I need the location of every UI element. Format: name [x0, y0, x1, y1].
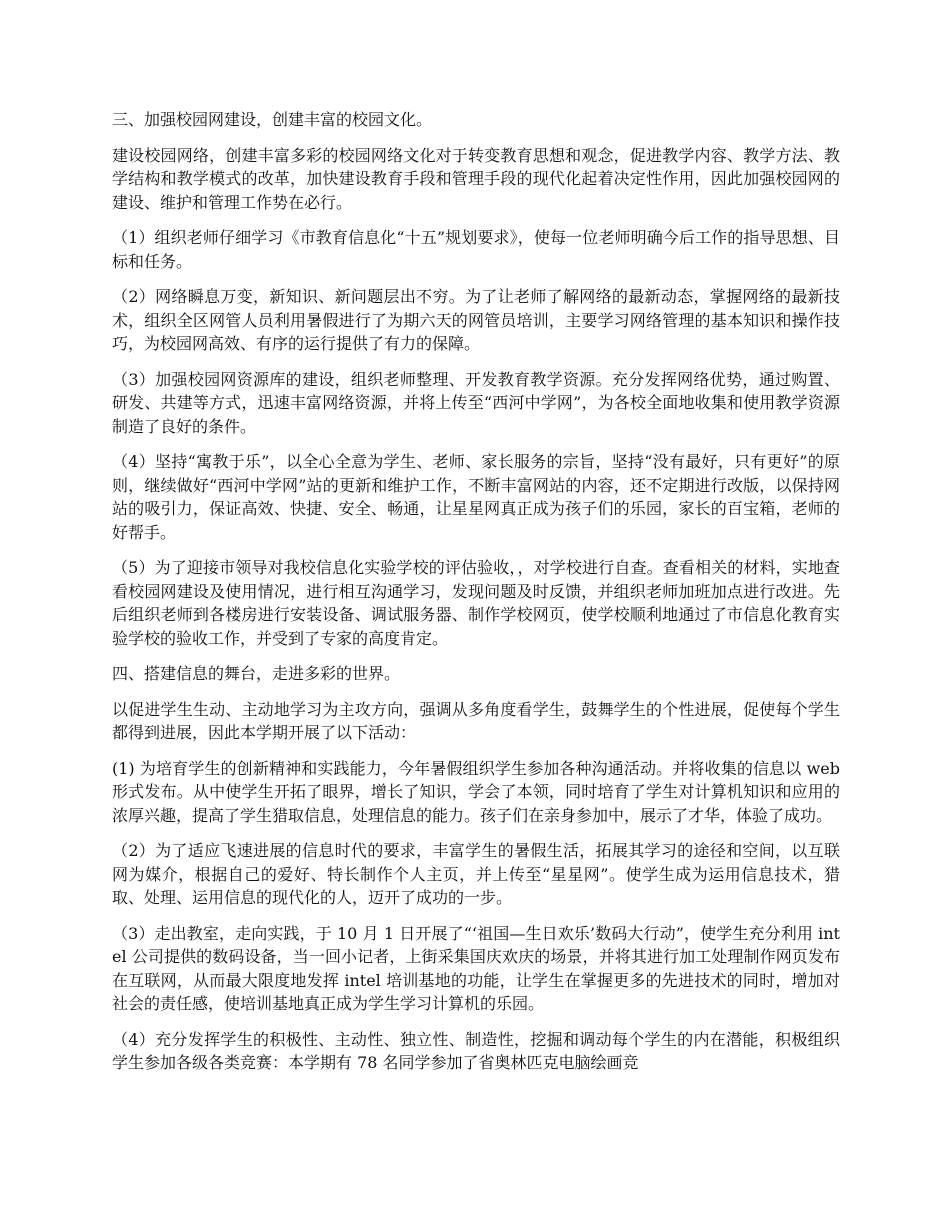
paragraph-activity-4: （4）充分发挥学生的积极性、主动性、独立性、制造性，挖掘和调动每个学生的内在潜能，积极组织学生参加各级各类竞赛：本学期有 78 名同学参加了省奥林匹克电脑绘画竞	[112, 1029, 840, 1072]
paragraph-item-4: （4）坚持“寓教于乐”，以全心全意为学生、老师、家长服务的宗旨，坚持“没有最好，只有更好”的原则，继续做好“西河中学网”站的更新和维护工作，不断丰富网站的内容，还不定期进行改版，以保持网站的吸引力，保证高效、快捷、安全、畅通，让星星网真正成为孩子们的乐园，家长的百宝箱，老师的好帮手。	[112, 452, 840, 542]
paragraph-campus-network-intro: 建设校园网络，创建丰富多彩的校园网络文化对于转变教育思想和观念，促进教学内容、教学方法、教学结构和教学模式的改革，加快建设教育手段和管理手段的现代化起着决定性作用，因此加强校园网的建设、维护和管理工作势在必行。	[112, 145, 840, 212]
paragraph-activity-1: (1) 为培育学生的创新精神和实践能力，今年暑假组织学生参加各种沟通活动。并将收集的信息以 web 形式发布。从中使学生开拓了眼界，增长了知识，学会了本领，同时培育了学生对计算机知识和应用的浓厚兴趣，提高了学生猎取信息，处理信息的能力。孩子们在亲身参加中，展示了才华，体验了成功。	[112, 758, 840, 825]
paragraph-item-1: （1）组织老师仔细学习《市教育信息化“十五”规划要求》，使每一位老师明确今后工作的指导思想、目标和任务。	[112, 228, 840, 271]
section-heading-four: 四、搭建信息的舞台，走进多彩的世界。	[112, 664, 401, 683]
paragraph-item-3: （3）加强校园网资源库的建设，组织老师整理、开发教育教学资源。充分发挥网络优势，通过购置、研发、共建等方式，迅速丰富网络资源，并将上传至“西河中学网”，为各校全面地收集和使用教学资源制造了良好的条件。	[112, 369, 840, 436]
paragraph-item-5: （5）为了迎接市领导对我校信息化实验学校的评估验收，，对学校进行自查。查看相关的材料，实地查看校园网建设及使用情况，进行相互沟通学习，发现问题及时反馈，并组织老师加班加点进行改进。先后组织老师到各楼房进行安装设备、调试服务器、制作学校网页，使学校顺利地通过了市信息化教育实验学校的验收工作，并受到了专家的高度肯定。	[112, 558, 840, 648]
section-heading-three: 三、加强校园网建设，创建丰富的校园文化。	[112, 110, 433, 129]
document-page	[112, 108, 840, 1087]
paragraph-activities-intro: 以促进学生生动、主动地学习为主攻方向，强调从多角度看学生，鼓舞学生的个性进展，促使每个学生都得到进展，因此本学期开展了以下活动：	[112, 699, 840, 742]
paragraph-activity-2: （2）为了适应飞速进展的信息时代的要求，丰富学生的暑假生活，拓展其学习的途径和空间，以互联网为媒介，根据自己的爱好、特长制作个人主页，并上传至“星星网”。使学生成为运用信息技术，猎取、处理、运用信息的现代化的人，迈开了成功的一步。	[112, 841, 840, 907]
paragraph-activity-3: （3）走出教室，走向实践，于 10 月 1 日开展了“‘祖国—生日欢乐’数码大行动”，使学生充分利用 intel 公司提供的数码设备，当一回小记者，上街采集国庆欢庆的场景，并将其进行加工处理制作网页发布在互联网，从而最大限度地发挥 intel 培训基地的功能，让学生在掌握更多的先进技术的同时，增加对社会的责任感，使培训基地真正成为学生学习计算机的乐园。	[112, 923, 840, 1013]
paragraph-item-2: （2）网络瞬息万变，新知识、新问题层出不穷。为了让老师了解网络的最新动态，掌握网络的最新技术，组织全区网管人员利用暑假进行了为期六天的网管员培训，主要学习网络管理的基本知识和操作技巧，为校园网高效、有序的运行提供了有力的保障。	[112, 287, 840, 353]
